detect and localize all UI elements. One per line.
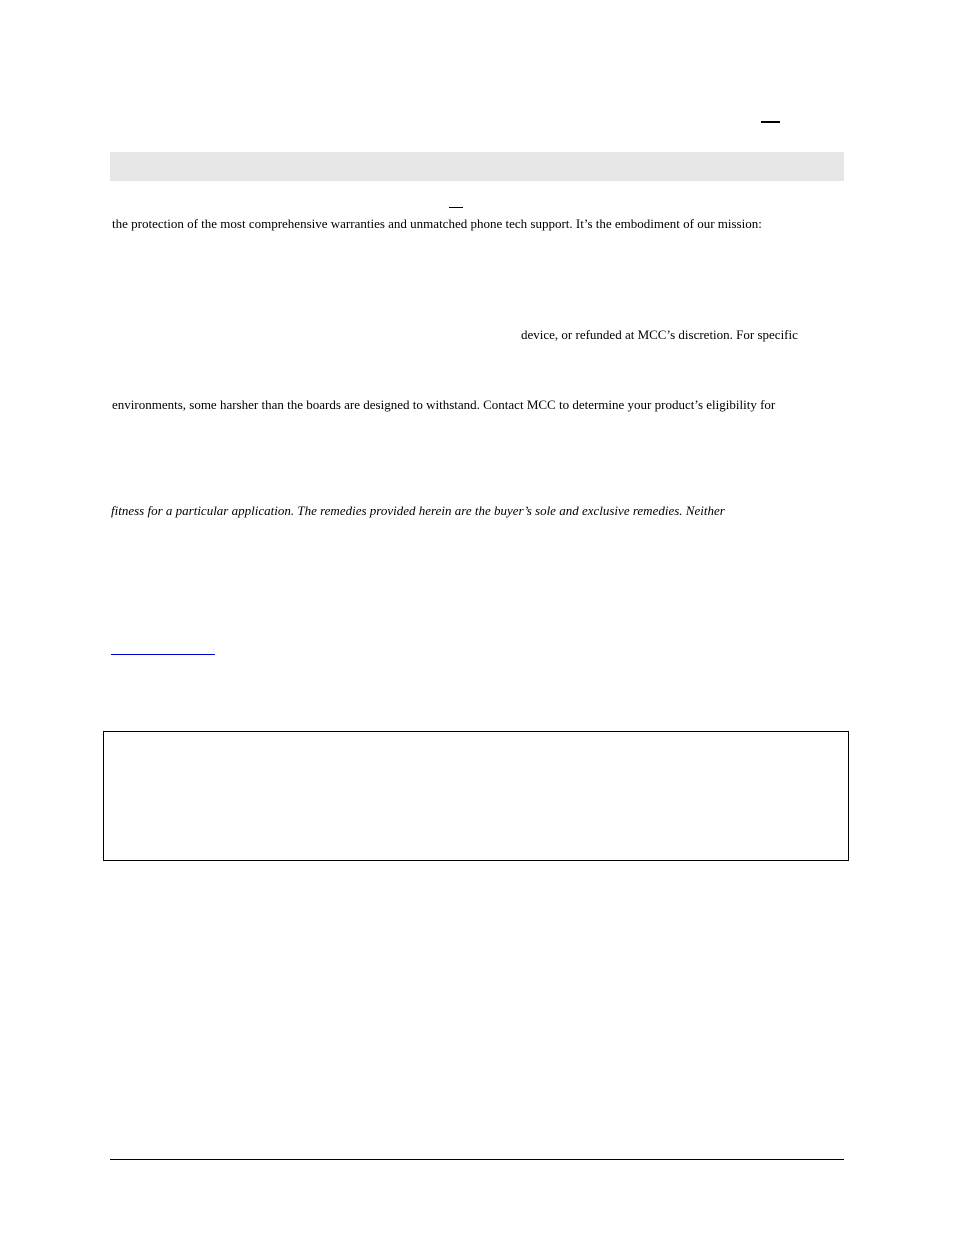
section-heading-bar [110,152,844,181]
disclaimer-line-fitness: fitness for a particular application. The remedies provided herein are the buyer’s sole and exclusive remedies. Neither [111,503,725,518]
em-dash-fragment [449,207,463,208]
notice-box [103,731,849,861]
paragraph-line-environments: environments, some harsher than the boards are designed to withstand. Contact MCC to determine your product’s eligibility for [112,397,776,412]
paragraph-line-protection: the protection of the most comprehensive warranties and unmatched phone tech support. It’s the embodiment of our mission: [112,216,762,231]
hyperlink-underline[interactable] [111,654,215,655]
paragraph-line-device: device, or refunded at MCC’s discretion. For specific [521,327,798,342]
header-dash [761,121,780,123]
footer-rule [110,1159,844,1160]
